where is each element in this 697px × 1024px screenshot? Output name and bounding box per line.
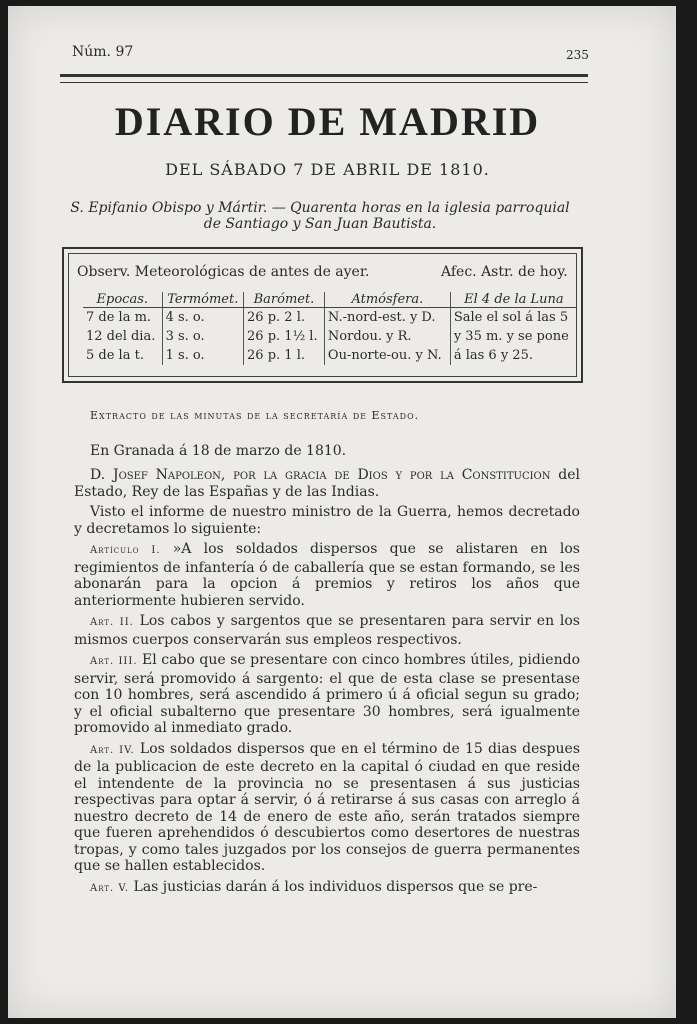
article-label: Art. III. [90, 656, 138, 667]
meteo-col-header: El 4 de la Luna [450, 292, 577, 308]
meteo-cell: 4 s. o. [162, 308, 243, 328]
article-paragraph [74, 879, 580, 898]
meteo-row [83, 346, 577, 365]
saints-of-day: S. Epifanio Obispo y Mártir. — Quarenta horas en la iglesia parroquial de Santiago y San Juan Bautista. [70, 200, 570, 232]
meteo-row [83, 308, 577, 328]
meteo-cell: y 35 m. y se pone [453, 329, 569, 344]
issue-number: Núm. 97 [72, 44, 134, 60]
preamble [74, 467, 580, 500]
article-paragraph [74, 741, 580, 875]
article-paragraph [74, 613, 580, 648]
article-text: Las justicias darán á los individuos dispersos que se pre- [133, 878, 538, 895]
page-number: 235 [566, 48, 589, 62]
meteo-title-left: Observ. Meteorológicas de antes de ayer. [77, 264, 370, 280]
preamble-name: D. Josef Napoleon, [90, 467, 226, 483]
meteo-col-header: Atmósfera. [324, 292, 450, 308]
meteo-cell: N.-nord-est. y D. [324, 308, 450, 328]
section-title: Extracto de las minutas de la secretaría de Estado. [90, 409, 420, 422]
meteorological-inner-frame [68, 253, 577, 377]
meteo-cell: 1 s. o. [162, 346, 243, 365]
preamble-rest: del Estado, Rey de las Españas y de las Indias. [74, 467, 581, 500]
meteo-cell: Nordou. y R. [324, 327, 450, 346]
article-label: Art. V. [90, 882, 130, 894]
article-text: »A los soldados dispersos que se alistaren en los regimientos de infantería ó de caballería que se estan formando, se les abonarán para la opcion á premios y retiros los años que anteriormente hubieren servido. [74, 541, 580, 609]
article-dateline: En Granada á 18 de marzo de 1810. [90, 442, 347, 459]
meteo-cell: 26 p. 2 l. [244, 308, 325, 328]
meteo-col-header: Barómet. [244, 292, 325, 308]
article-label: Artículo I. [90, 545, 161, 556]
issue-date: DEL SÁBADO 7 DE ABRIL DE 1810. [165, 160, 490, 179]
decree-intro: Visto el informe de nuestro ministro de la Guerra, hemos decretado y decretamos lo siguiente: [74, 504, 580, 537]
meteo-cell: 5 de la t. [83, 346, 162, 365]
meteo-cell: 26 p. 1 l. [244, 346, 325, 365]
meteo-cell: 7 de la m. [83, 308, 162, 328]
article-paragraph [74, 652, 580, 737]
article-text: Los cabos y sargentos que se presentaren para servir en los mismos cuerpos conservarán sus empleos respectivos. [74, 613, 580, 648]
meteo-cell: Ou-norte-ou. y N. [324, 346, 450, 365]
article-label: Art. II. [90, 617, 134, 628]
meteorological-box [62, 247, 583, 383]
article-paragraph [74, 541, 580, 609]
article-label: Art. IV. [90, 744, 135, 756]
meteo-title-right: Afec. Astr. de hoy. [441, 264, 568, 280]
meteo-cell: 12 del dia. [83, 327, 162, 346]
meteo-col-header: Epocas. [83, 292, 162, 308]
meteo-cell: Sale el sol á las 5 [453, 310, 569, 325]
meteo-cell: 26 p. 1½ l. [244, 327, 325, 346]
masthead-title: DIARIO DE MADRID [114, 99, 541, 144]
meteo-cell: á las 6 y 25. [453, 348, 533, 363]
meteo-col-header: Termómet. [162, 292, 243, 308]
article-text: El cabo que se presentare con cinco hombres útiles, pidiendo servir, será promovido á sargento: el que de esta clase se presentase con 10 hombres, será ascendido á primero ú á oficial segun su grado; y el oficial subalterno que presentare 30 hombres, será igualmente promovido al inmediato grado. [74, 652, 580, 736]
meteo-row [83, 327, 577, 346]
page-edge-shadow [676, 0, 697, 1024]
article-body [74, 408, 580, 901]
masthead-rule [60, 74, 588, 83]
meteo-cell: 3 s. o. [162, 327, 243, 346]
article-text: Los soldados dispersos que en el término de 15 dias despues de la publicacion de este decreto en la capital ó ciudad en que reside el intendente de la provincia no se presentasen á sus justicias respectivas para optar á servir, ó á retirarse á sus casas con arreglo á nuestro decreto de 14 de enero de este año, serán tratados siempre que fueren aprehendidos ó descubiertos como desertores de nuestras tropas, y como tales juzgados por los consejos de guerra permanentes que se hallen establecidos. [74, 740, 581, 874]
meteo-table [83, 292, 577, 365]
preamble-title: por la gracia de Dios y por la Constitucion [225, 467, 551, 483]
